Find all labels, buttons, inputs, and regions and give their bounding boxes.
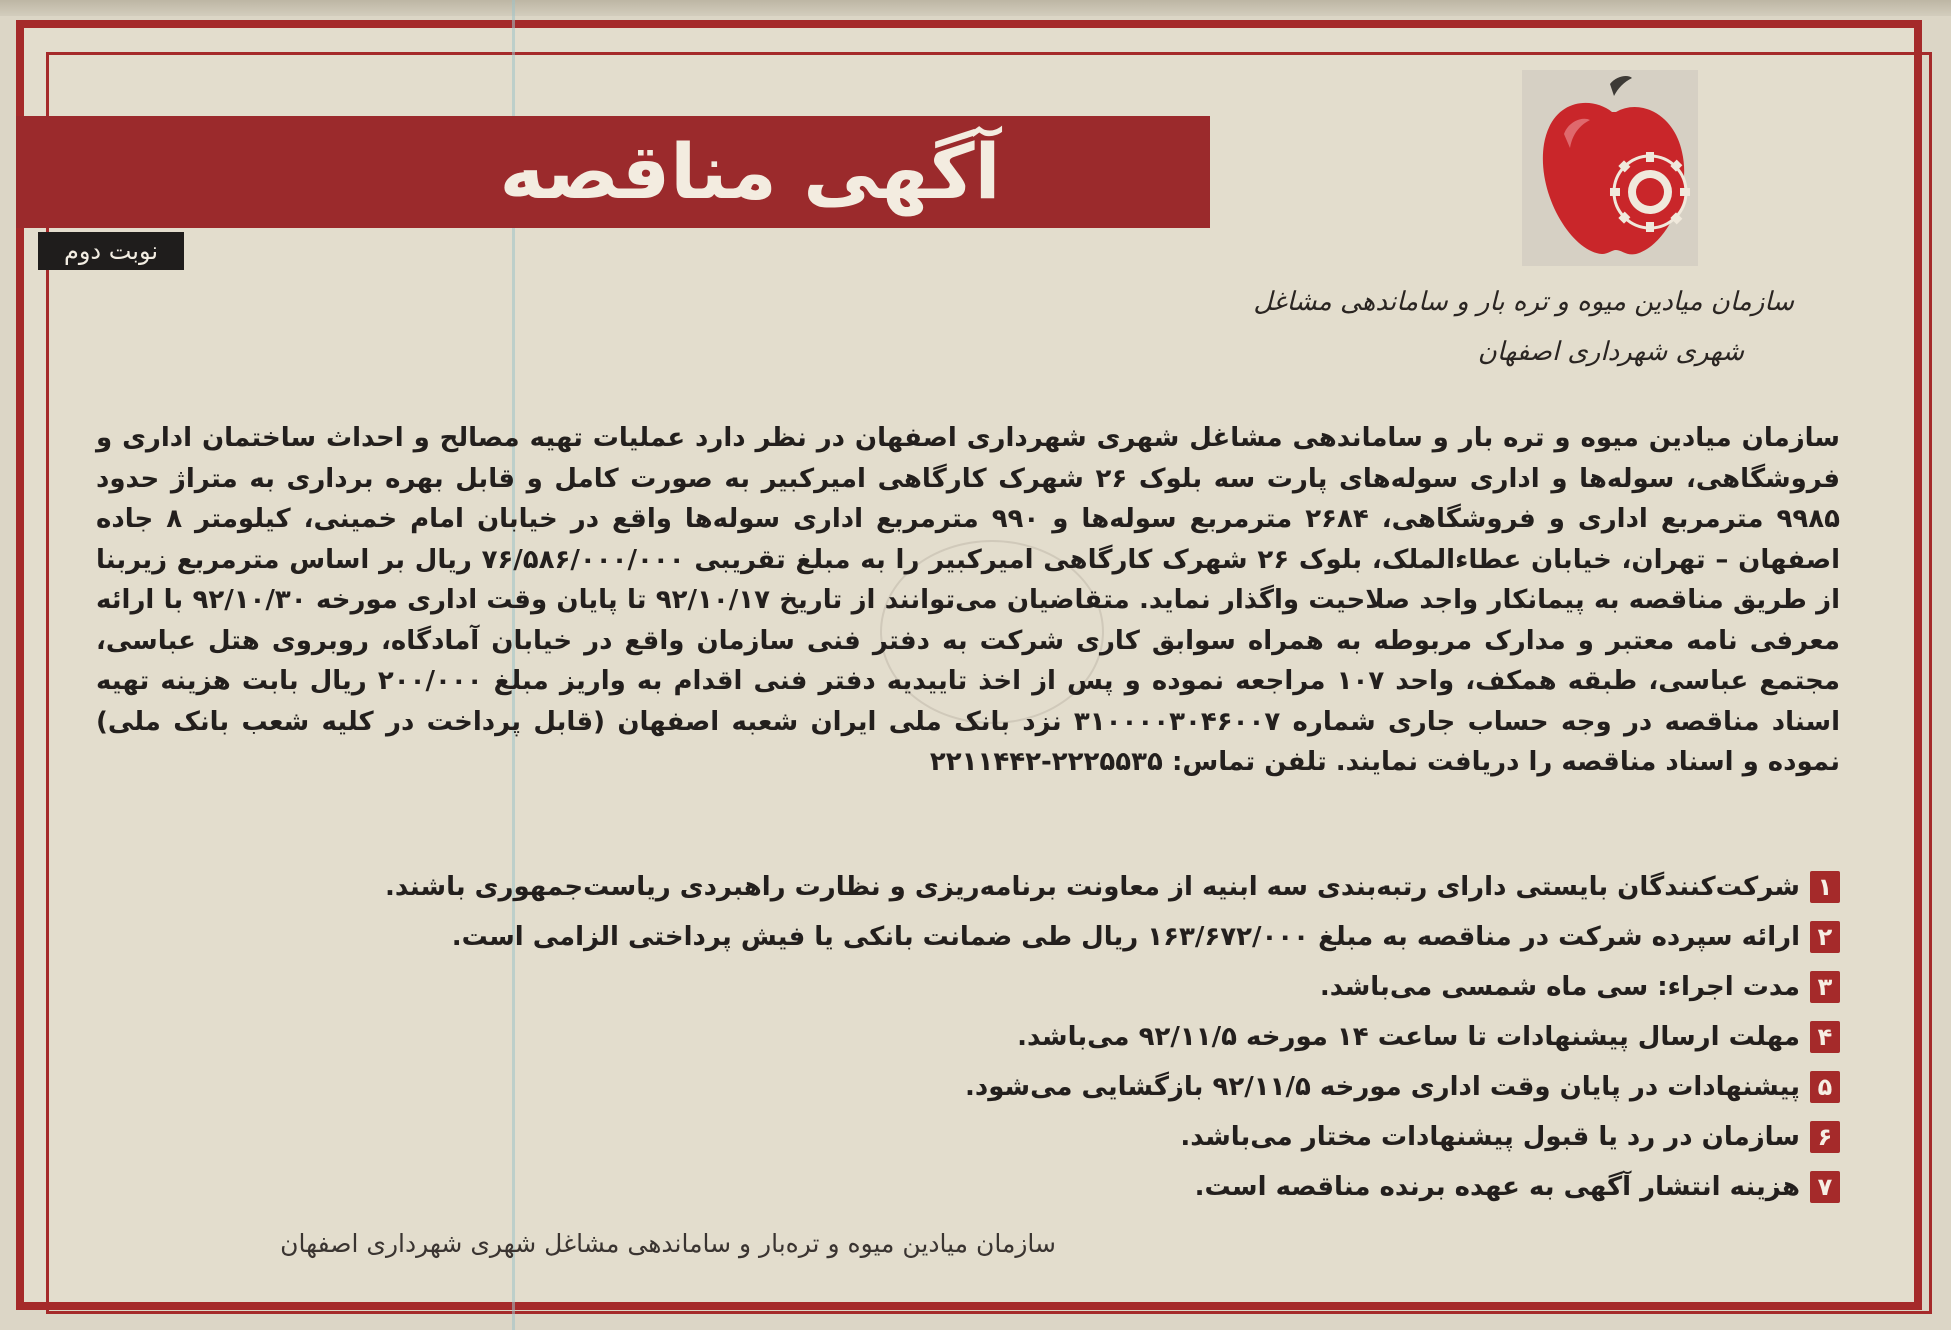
organization-name-line1: سازمان میادین میوه و تره بار و ساماندهی مشاغل (1253, 287, 1794, 317)
condition-item (300, 1062, 1840, 1112)
condition-item (300, 1162, 1840, 1212)
issue-badge: نوبت دوم (38, 232, 184, 270)
condition-item (300, 1012, 1840, 1062)
condition-item (300, 862, 1840, 912)
conditions-list (300, 862, 1840, 1212)
condition-number: ۲ (1810, 921, 1840, 953)
condition-text: هزینه انتشار آگهی به عهده برنده مناقصه است. (1194, 1172, 1800, 1202)
condition-text: پیشنهادات در پایان وقت اداری مورخه ۹۲/۱۱/۵ بازگشایی می‌شود. (964, 1072, 1800, 1102)
organization-name-line2: شهری شهرداری اصفهان (1477, 337, 1744, 367)
condition-number: ۱ (1810, 871, 1840, 903)
condition-text: ارائه سپرده شرکت در مناقصه به مبلغ ۱۶۳/۶۷۲/۰۰۰ ریال طی ضمانت بانکی یا فیش پرداختی الزامی است. (451, 922, 1800, 952)
page-title: آگهی مناقصه (499, 127, 1001, 216)
condition-text: سازمان در رد یا قبول پیشنهادات مختار می‌باشد. (1180, 1122, 1800, 1152)
condition-item (300, 912, 1840, 962)
condition-text: شرکت‌کنندگان بایستی دارای رتبه‌بندی سه ابنیه از معاونت برنامه‌ریزی و نظارت راهبردی ریاست‌جمهوری باشند. (385, 872, 1800, 902)
tender-description: سازمان میادین میوه و تره بار و ساماندهی مشاغل شهری شهرداری اصفهان در نظر دارد عملیات تهیه مصالح و احداث ساختمان اداری و فروشگاهی، سوله‌ها و اداری سوله‌های پارت سه بلوک ۲۶ شهرک کارگاهی امیرکبیر به صورت کامل و قابل بهره برداری به متراژ حدود ۹۹۸۵ مترمربع اداری و فروشگاهی، ۲۶۸۴ مترمربع سوله‌ها و ۹۹۰ مترمربع اداری سوله‌ها واقع در خیابان امام خمینی، کیلومتر ۸ جاده اصفهان – تهران، خیابان عطاءالملک، بلوک ۲۶ شهرک کارگاهی امیرکبیر را به مبلغ تقریبی ۷۶/۵۸۶/۰۰۰/۰۰۰ ریال بر اساس مترمربع زیربنا از طریق مناقصه به پیمانکار واجد صلاحیت واگذار نماید. متقاضیان می‌توانند از تاریخ ۹۲/۱۰/۱۷ تا پایان وقت اداری مورخه ۹۲/۱۰/۳۰ با ارائه معرفی نامه معتبر و مدارک مربوطه به همراه سوابق کاری شرکت به دفتر فنی سازمان واقع در خیابان آمادگاه، روبروی هتل عباسی، مجتمع عباسی، طبقه همکف، واحد ۱۰۷ مراجعه نموده و پس از اخذ تاییدیه دفتر فنی اقدام به واریز مبلغ ۲۰۰/۰۰۰ ریال بابت هزینه تهیه اسناد مناقصه در وجه حساب جاری شماره ۳۱۰۰۰۰۳۰۴۶۰۰۷ نزد بانک ملی ایران شعبه اصفهان (قابل پرداخت در کلیه شعب بانک ملی) نموده و اسناد مناقصه را دریافت نمایند. تلفن تماس: ۲۲۲۵۵۳۵-۲۲۱۱۴۴۲ (96, 423, 1841, 777)
condition-item (300, 1112, 1840, 1162)
condition-item (300, 962, 1840, 1012)
footer-signature: سازمان میادین میوه و تره‌بار و ساماندهی مشاغل شهری شهرداری اصفهان (280, 1229, 1056, 1258)
condition-number: ۷ (1810, 1171, 1840, 1203)
condition-number: ۳ (1810, 971, 1840, 1003)
condition-text: مدت اجراء: سی ماه شمسی می‌باشد. (1319, 972, 1800, 1002)
condition-number: ۵ (1810, 1071, 1840, 1103)
page-top-edge (0, 0, 1951, 16)
condition-number: ۶ (1810, 1121, 1840, 1153)
condition-text: مهلت ارسال پیشنهادات تا ساعت ۱۴ مورخه ۹۲/۱۱/۵ می‌باشد. (1017, 1022, 1800, 1052)
condition-number: ۴ (1810, 1021, 1840, 1053)
apple-gear-logo-icon (1532, 74, 1692, 262)
